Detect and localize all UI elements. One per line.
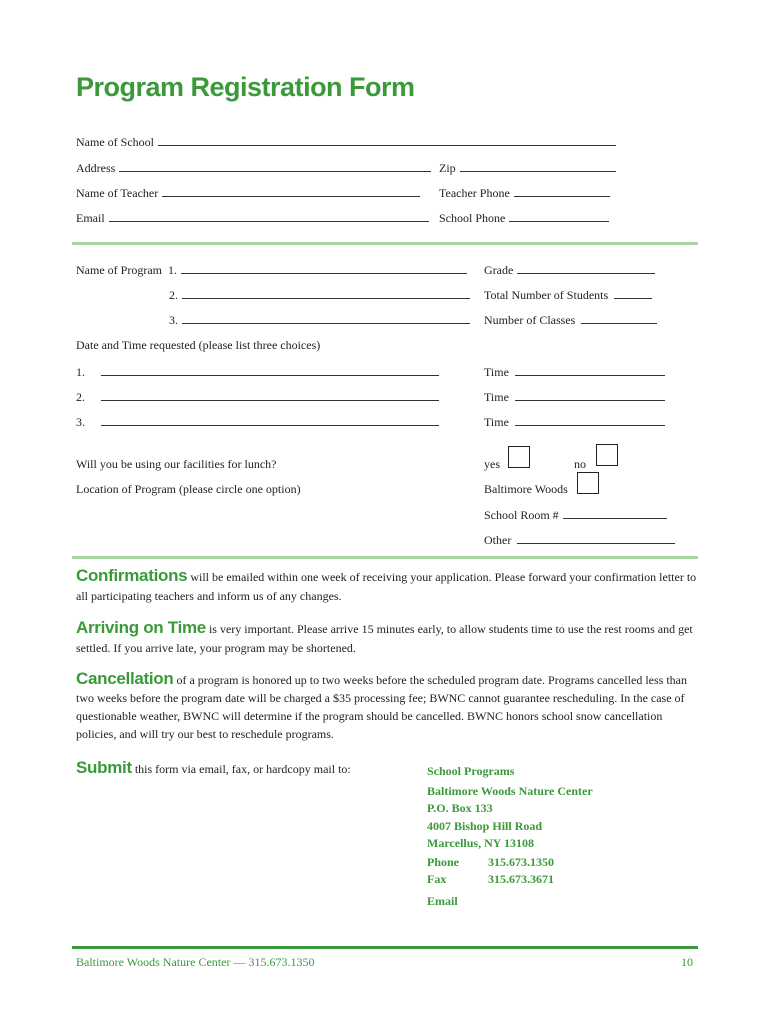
school-name-row xyxy=(76,134,616,150)
total-students-label: Total Number of Students xyxy=(484,288,609,302)
time-row-1 xyxy=(484,364,665,380)
location-question: Location of Program (please circle one option) xyxy=(76,482,301,496)
teacher-name-label: Name of Teacher xyxy=(76,186,159,200)
date-3-field[interactable] xyxy=(101,414,439,426)
grade-label: Grade xyxy=(484,263,514,277)
lunch-no-label: no xyxy=(574,457,586,471)
confirmations-heading: Confirmations xyxy=(76,566,188,585)
grade-row xyxy=(484,262,655,278)
program-choice-3-field[interactable] xyxy=(182,312,470,324)
address-row xyxy=(76,160,431,176)
arriving-paragraph xyxy=(76,618,698,658)
address-line-3: P.O. Box 133 xyxy=(427,801,493,815)
time-2-label: Time xyxy=(484,390,509,404)
email-row xyxy=(76,210,429,226)
email-link[interactable]: Email xyxy=(427,894,458,908)
email-field[interactable] xyxy=(109,210,429,222)
date-1-field[interactable] xyxy=(101,364,439,376)
confirmations-paragraph xyxy=(76,566,698,606)
email-label: Email xyxy=(76,211,105,225)
date-row-3 xyxy=(76,414,439,430)
program-label: Name of Program xyxy=(76,263,162,277)
date-row-1 xyxy=(76,364,439,380)
date-2-field[interactable] xyxy=(101,389,439,401)
time-1-field[interactable] xyxy=(515,364,665,376)
address-line-4: 4007 Bishop Hill Road xyxy=(427,819,543,833)
time-1-label: Time xyxy=(484,365,509,379)
date-row-2 xyxy=(76,389,439,405)
footer-text: Baltimore Woods Nature Center — 315.673.1350 xyxy=(76,955,315,969)
zip-label: Zip xyxy=(439,161,456,175)
date-1-number: 1. xyxy=(76,365,85,379)
school-room-field[interactable] xyxy=(563,507,667,519)
time-row-2 xyxy=(484,389,665,405)
teacher-phone-label: Teacher Phone xyxy=(439,186,510,200)
cancellation-heading: Cancellation xyxy=(76,669,174,688)
lunch-yes-checkbox[interactable] xyxy=(508,446,530,468)
location-option-baltimore-woods[interactable]: Baltimore Woods xyxy=(484,482,568,496)
program-row-3 xyxy=(169,312,470,328)
location-baltimore-woods-checkbox[interactable] xyxy=(577,472,599,494)
time-3-field[interactable] xyxy=(515,414,665,426)
total-students-field[interactable] xyxy=(614,287,652,299)
other-row xyxy=(484,532,675,548)
address-label: Address xyxy=(76,161,116,175)
location-option-other[interactable]: Other xyxy=(484,533,512,547)
school-phone-row xyxy=(439,210,609,226)
fax-number: 315.673.3671 xyxy=(488,872,554,886)
program-choice-3-number: 3. xyxy=(169,313,178,327)
address-line-1: School Programs xyxy=(427,764,515,778)
address-line-2: Baltimore Woods Nature Center xyxy=(427,784,593,798)
zip-field[interactable] xyxy=(460,160,616,172)
num-classes-row xyxy=(484,312,657,328)
address-line-5: Marcellus, NY 13108 xyxy=(427,836,534,850)
date-3-number: 3. xyxy=(76,415,85,429)
grade-field[interactable] xyxy=(517,262,655,274)
date-2-number: 2. xyxy=(76,390,85,404)
lunch-yes-label: yes xyxy=(484,457,500,471)
footer-rule xyxy=(72,946,698,949)
teacher-name-field[interactable] xyxy=(162,185,420,197)
program-choice-2-number: 2. xyxy=(169,288,178,302)
submit-paragraph xyxy=(76,758,351,778)
phone-label: Phone xyxy=(427,855,460,869)
program-choice-1-field[interactable] xyxy=(181,262,467,274)
page-number: 10 xyxy=(681,955,693,969)
cancellation-paragraph xyxy=(76,670,698,743)
total-students-row xyxy=(484,287,652,303)
program-choice-2-field[interactable] xyxy=(182,287,470,299)
program-row-2 xyxy=(169,287,470,303)
cancellation-text: of a program is honored up to two weeks before the scheduled program date. Programs cancelled less than two weeks before the program date will be charged a $35 processing fee; BWNC cannot guarantee rescheduling. In the case of questionable weather, BWNC will determine if the program should be cancelled. BWNC honors school snow cancellation policies, and will try our best to reschedule programs. xyxy=(76,673,687,741)
section-divider xyxy=(72,242,698,245)
other-location-field[interactable] xyxy=(517,532,675,544)
zip-row xyxy=(439,160,616,176)
arriving-heading: Arriving on Time xyxy=(76,618,206,637)
school-phone-field[interactable] xyxy=(509,210,609,222)
phone-number: 315.673.1350 xyxy=(488,855,554,869)
teacher-name-row xyxy=(76,185,420,201)
num-classes-label: Number of Classes xyxy=(484,313,576,327)
lunch-question: Will you be using our facilities for lunch? xyxy=(76,457,277,471)
section-divider-2 xyxy=(72,556,698,559)
arriving-text: is very important. Please arrive 15 minutes early, to allow students time to use the rest rooms and get settled. If you arrive late, your program may be shortened. xyxy=(76,622,693,655)
page-title: Program Registration Form xyxy=(76,72,415,102)
school-name-label: Name of School xyxy=(76,135,154,149)
submit-text: this form via email, fax, or hardcopy mail to: xyxy=(134,762,351,776)
program-row-1 xyxy=(76,262,467,278)
address-field[interactable] xyxy=(119,160,431,172)
date-time-label: Date and Time requested (please list three choices) xyxy=(76,338,321,352)
teacher-phone-field[interactable] xyxy=(514,185,610,197)
lunch-no-checkbox[interactable] xyxy=(596,444,618,466)
teacher-phone-row xyxy=(439,185,610,201)
time-3-label: Time xyxy=(484,415,509,429)
school-phone-label: School Phone xyxy=(439,211,506,225)
submit-heading: Submit xyxy=(76,758,132,777)
location-option-school-room[interactable]: School Room # xyxy=(484,508,559,522)
num-classes-field[interactable] xyxy=(581,312,657,324)
time-row-3 xyxy=(484,414,665,430)
program-choice-1-number: 1. xyxy=(167,263,177,277)
time-2-field[interactable] xyxy=(515,389,665,401)
school-room-row xyxy=(484,507,667,523)
confirmations-text: will be emailed within one week of receiving your application. Please forward your confirmation letter to all participating teachers and inform us of any changes. xyxy=(76,570,697,603)
school-name-field[interactable] xyxy=(158,134,616,146)
fax-label: Fax xyxy=(427,872,447,886)
